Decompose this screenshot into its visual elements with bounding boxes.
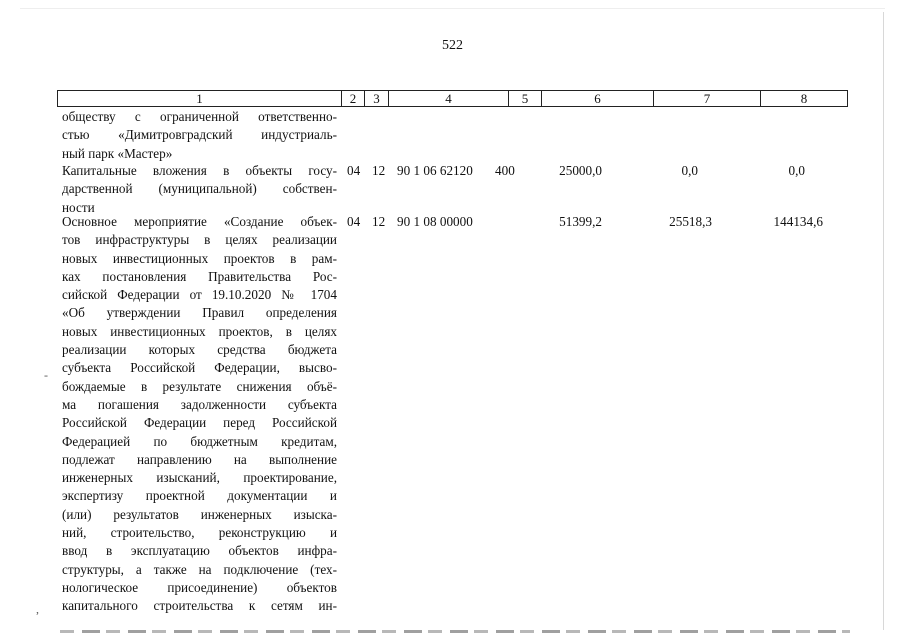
description-line: инженерных изысканий, проектирование,: [62, 470, 337, 486]
cell-amount-year3: 144134,6: [773, 214, 823, 229]
table-header: [57, 90, 848, 107]
cut-off-next-line: [60, 630, 850, 633]
description-line: новых инвестиционных проектов, в целях: [62, 323, 337, 339]
description-line: подлежат направлению на выполнение: [62, 451, 337, 467]
cell-amount-year1: 25000,0: [559, 163, 602, 178]
description-line: ности: [62, 199, 95, 215]
description-line: Основное мероприятие «Создание объек-: [62, 214, 337, 229]
header-col-6: 6: [542, 91, 654, 106]
cell-target-code: 90 1 08 00000: [397, 214, 473, 229]
description-line: новых инвестиционных проектов в рам-: [62, 250, 337, 266]
cell-expense-type: 400: [495, 163, 515, 178]
description-line: «Об утверждении Правил определения: [62, 305, 337, 321]
header-col-1: 1: [58, 91, 342, 106]
description-line: дарственной (муниципальной) собствен-: [62, 181, 337, 197]
table-row-description: [62, 213, 337, 616]
description-line: бождаемые в результате снижения объё-: [62, 378, 337, 394]
description-line: реализации которых средства бюджета: [62, 342, 337, 358]
description-line: субъекта Российской Федерации, высво-: [62, 360, 337, 376]
description-line: тов инфраструктуры в целях реализации: [62, 232, 337, 248]
description-line: ний, строительство, реконструкцию и: [62, 525, 337, 541]
description-line: ввод в эксплуатацию объектов инфра-: [62, 543, 337, 559]
description-line: обществу с ограниченной ответственно-: [62, 109, 337, 124]
cell-amount-year2: 25518,3: [669, 214, 712, 229]
table-row-description: [62, 108, 337, 163]
header-col-8: 8: [800, 91, 808, 106]
description-line: капитального строительства к сетям ин-: [62, 598, 337, 614]
header-col-2: 2: [342, 91, 365, 106]
cell-amount-year2: 0,0: [681, 163, 698, 178]
header-col-5: 5: [509, 91, 542, 106]
description-line: стью «Димитровградский индустриаль-: [62, 127, 337, 143]
cell-subsection: 12: [372, 214, 386, 229]
description-line: Капитальные вложения в объекты госу-: [62, 163, 337, 178]
page-top-edge: [20, 8, 885, 9]
description-line: экспертизу проектной документации и: [62, 488, 337, 504]
header-col-4: 4: [389, 91, 509, 106]
cell-section: 04: [347, 214, 361, 229]
description-line: ках постановления Правительства Рос-: [62, 268, 337, 284]
cell-section: 04: [347, 163, 361, 178]
description-line: ный парк «Мастер»: [62, 145, 173, 161]
description-line: Федерацией по бюджетным кредитам,: [62, 433, 337, 449]
description-line: нологическое присоединение) объектов: [62, 579, 337, 595]
cell-target-code: 90 1 06 62120: [397, 163, 473, 178]
page-right-edge: [883, 12, 884, 630]
cell-amount-year3: 0,0: [788, 163, 805, 178]
cell-amount-year1: 51399,2: [559, 214, 602, 229]
header-col-7: 7: [654, 91, 761, 106]
header-col-3: 3: [365, 91, 389, 106]
description-line: Российской Федерации перед Российской: [62, 415, 337, 431]
scan-mark: ,: [36, 602, 39, 616]
description-line: сийской Федерации от 19.10.2020 № 1704: [62, 287, 337, 303]
description-line: ма погашения задолженности субъекта: [62, 396, 337, 412]
table-row-description: [62, 162, 337, 217]
description-line: (или) результатов инженерных изыска-: [62, 506, 337, 522]
description-line: структуры, а также на подключение (тех-: [62, 561, 337, 577]
scan-mark: -: [44, 368, 48, 382]
cell-subsection: 12: [372, 163, 386, 178]
page-number: 522: [442, 38, 463, 53]
